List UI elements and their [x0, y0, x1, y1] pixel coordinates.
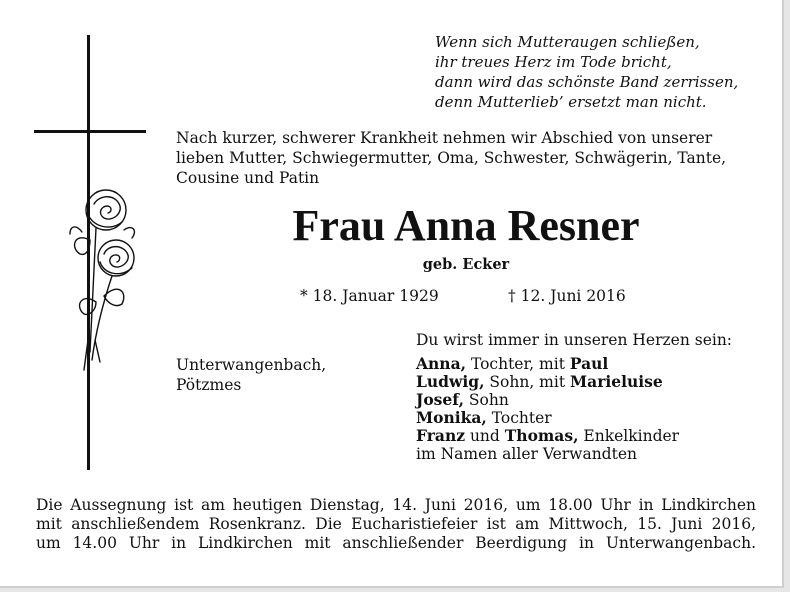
funeral-details [36, 496, 756, 553]
motto: Du wirst immer in unseren Herzen sein: [416, 331, 733, 349]
mourner-relation: und [465, 427, 505, 445]
mourner-line [416, 409, 679, 427]
mourner-relation: Tochter [486, 409, 552, 427]
mourner-relation: Sohn [463, 391, 509, 409]
mourner-name: Anna, [416, 354, 467, 373]
mourner-relation: Enkelkinder [578, 427, 680, 445]
deceased-name: Frau Anna Resner [292, 201, 640, 250]
mourner-line [416, 355, 679, 373]
mourner-name: Paul [569, 354, 609, 373]
mourner-name: Monika, [416, 408, 487, 427]
poem-line: Wenn sich Mutteraugen schließen, [435, 33, 700, 51]
poem-line: ihr treues Herz im Tode bricht, [435, 53, 672, 71]
mourner-line [416, 427, 679, 445]
poem-line: dann wird das schönste Band zerrissen, [435, 73, 739, 91]
death-date: † 12. Juni 2016 [508, 287, 626, 305]
intro-line: Nach kurzer, schwerer Krankheit nehmen wir Abschied von unserer [176, 129, 713, 147]
mourner-name: Thomas, [504, 426, 579, 445]
mourner-line [416, 373, 679, 391]
footer-line: Die Aussegnung ist am heutigen Dienstag, 14. Juni 2016, um 18.00 Uhr in Lindkirchen [36, 496, 756, 514]
mourner-relation: Sohn, mit [484, 373, 570, 391]
footer-line: mit anschließendem Rosenkranz. Die Eucharistiefeier ist am Mittwoch, 15. Juni 2016, [36, 515, 756, 533]
mourner-name: Franz [416, 426, 466, 445]
mourners-list [416, 355, 679, 463]
place-of-residence [176, 355, 326, 395]
mourner-relation: Tochter, mit [466, 355, 570, 373]
intro-text [176, 128, 756, 188]
place-line: Pötzmes [176, 376, 242, 394]
poem-line: denn Mutterlieb’ ersetzt man nicht. [435, 93, 707, 111]
birth-name: geb. Ecker [422, 256, 510, 273]
cross-icon [34, 35, 146, 470]
intro-line: lieben Mutter, Schwiegermutter, Oma, Schwester, Schwägerin, Tante, [176, 149, 727, 167]
birth-date: * 18. Januar 1929 [300, 287, 439, 305]
mourner-name: Marieluise [570, 372, 663, 391]
place-line: Unterwangenbach, [176, 356, 327, 374]
mourner-line [416, 391, 679, 409]
mourner-name: Josef, [416, 390, 464, 409]
poem [435, 32, 738, 112]
intro-line: Cousine und Patin [176, 169, 320, 187]
mourner-name: Ludwig, [416, 372, 485, 391]
mourner-relation: im Namen aller Verwandten [416, 445, 637, 463]
roses-icon [70, 190, 134, 370]
cross-with-roses [0, 0, 175, 480]
mourner-line [416, 445, 679, 463]
footer-line: um 14.00 Uhr in Lindkirchen mit anschließender Beerdigung in Unterwangenbach. [36, 534, 756, 552]
